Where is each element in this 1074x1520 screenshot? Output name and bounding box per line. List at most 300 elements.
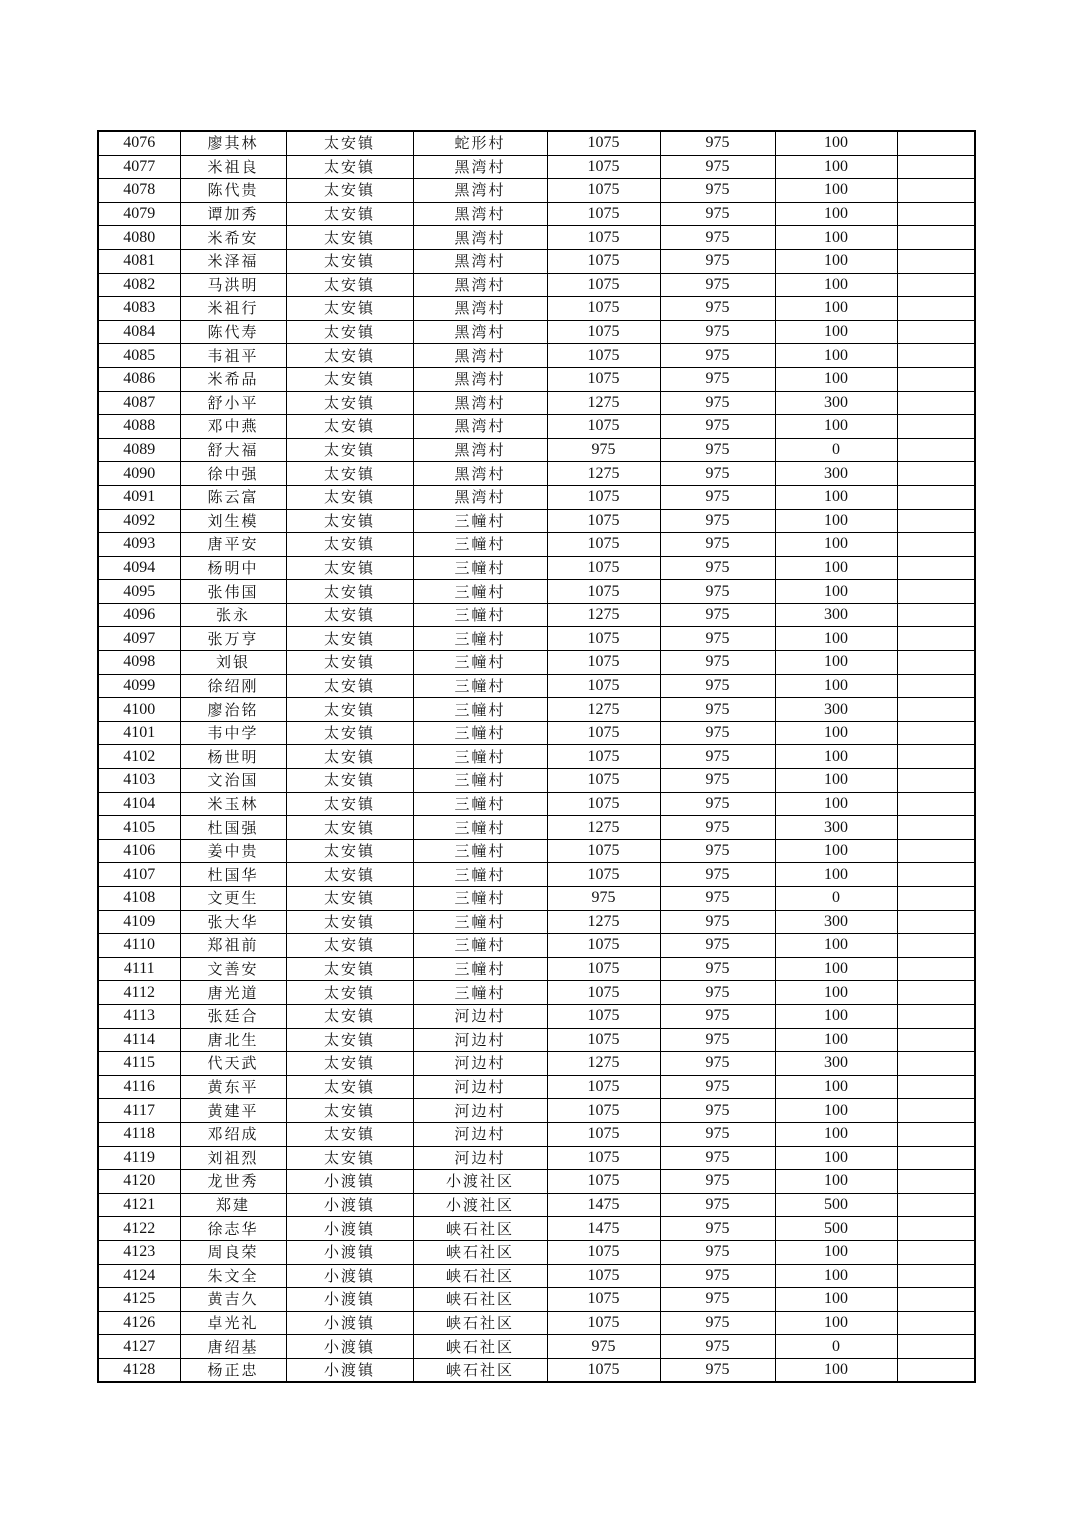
diff-cell: 300	[775, 391, 897, 415]
id-cell: 4082	[98, 273, 180, 297]
amount-cell: 1075	[547, 273, 660, 297]
data-table	[97, 130, 976, 1383]
village-cell: 三幢村	[413, 627, 547, 651]
town-cell: 太安镇	[286, 320, 413, 344]
town-cell: 太安镇	[286, 155, 413, 179]
base-cell: 975	[660, 816, 775, 840]
name-cell: 杨世明	[180, 745, 286, 769]
village-cell: 河边村	[413, 1004, 547, 1028]
village-cell: 三幢村	[413, 934, 547, 958]
diff-cell: 100	[775, 1264, 897, 1288]
table-row	[98, 981, 975, 1005]
base-cell: 975	[660, 981, 775, 1005]
remark-cell	[897, 1288, 975, 1312]
name-cell: 张廷合	[180, 1004, 286, 1028]
remark-cell	[897, 674, 975, 698]
table-row	[98, 603, 975, 627]
base-cell: 975	[660, 792, 775, 816]
remark-cell	[897, 462, 975, 486]
id-cell: 4081	[98, 249, 180, 273]
village-cell: 三幢村	[413, 816, 547, 840]
amount-cell: 1075	[547, 226, 660, 250]
amount-cell: 1075	[547, 533, 660, 557]
amount-cell: 975	[547, 887, 660, 911]
diff-cell: 100	[775, 415, 897, 439]
diff-cell: 300	[775, 1052, 897, 1076]
base-cell: 975	[660, 1217, 775, 1241]
village-cell: 峡石社区	[413, 1264, 547, 1288]
id-cell: 4118	[98, 1122, 180, 1146]
amount-cell: 1075	[547, 1146, 660, 1170]
table-row	[98, 438, 975, 462]
diff-cell: 100	[775, 934, 897, 958]
table-row	[98, 769, 975, 793]
town-cell: 太安镇	[286, 179, 413, 203]
remark-cell	[897, 839, 975, 863]
remark-cell	[897, 1052, 975, 1076]
id-cell: 4084	[98, 320, 180, 344]
village-cell: 黑湾村	[413, 438, 547, 462]
remark-cell	[897, 698, 975, 722]
diff-cell: 100	[775, 155, 897, 179]
village-cell: 峡石社区	[413, 1217, 547, 1241]
diff-cell: 100	[775, 1075, 897, 1099]
amount-cell: 1275	[547, 910, 660, 934]
name-cell: 米祖良	[180, 155, 286, 179]
amount-cell: 1275	[547, 1052, 660, 1076]
remark-cell	[897, 1075, 975, 1099]
table-row	[98, 556, 975, 580]
remark-cell	[897, 344, 975, 368]
amount-cell: 1075	[547, 1311, 660, 1335]
base-cell: 975	[660, 297, 775, 321]
village-cell: 小渡社区	[413, 1170, 547, 1194]
amount-cell: 1075	[547, 202, 660, 226]
diff-cell: 300	[775, 816, 897, 840]
amount-cell: 1075	[547, 863, 660, 887]
base-cell: 975	[660, 273, 775, 297]
village-cell: 三幢村	[413, 556, 547, 580]
town-cell: 太安镇	[286, 131, 413, 155]
village-cell: 三幢村	[413, 887, 547, 911]
diff-cell: 100	[775, 981, 897, 1005]
table-row	[98, 1146, 975, 1170]
diff-cell: 500	[775, 1217, 897, 1241]
remark-cell	[897, 556, 975, 580]
remark-cell	[897, 769, 975, 793]
id-cell: 4120	[98, 1170, 180, 1194]
town-cell: 太安镇	[286, 249, 413, 273]
town-cell: 小渡镇	[286, 1358, 413, 1382]
id-cell: 4106	[98, 839, 180, 863]
remark-cell	[897, 721, 975, 745]
diff-cell: 100	[775, 533, 897, 557]
id-cell: 4088	[98, 415, 180, 439]
village-cell: 峡石社区	[413, 1288, 547, 1312]
diff-cell: 100	[775, 556, 897, 580]
diff-cell: 100	[775, 1311, 897, 1335]
amount-cell: 1075	[547, 155, 660, 179]
remark-cell	[897, 509, 975, 533]
table-row	[98, 297, 975, 321]
remark-cell	[897, 1170, 975, 1194]
diff-cell: 100	[775, 485, 897, 509]
amount-cell: 1275	[547, 698, 660, 722]
village-cell: 河边村	[413, 1075, 547, 1099]
name-cell: 黄吉久	[180, 1288, 286, 1312]
table-row	[98, 816, 975, 840]
village-cell: 黑湾村	[413, 485, 547, 509]
table-row	[98, 1240, 975, 1264]
table-row	[98, 462, 975, 486]
base-cell: 975	[660, 438, 775, 462]
amount-cell: 1075	[547, 1075, 660, 1099]
table-row	[98, 226, 975, 250]
base-cell: 975	[660, 131, 775, 155]
town-cell: 小渡镇	[286, 1193, 413, 1217]
name-cell: 刘银	[180, 651, 286, 675]
id-cell: 4114	[98, 1028, 180, 1052]
base-cell: 975	[660, 627, 775, 651]
table-row	[98, 627, 975, 651]
table-row	[98, 1170, 975, 1194]
base-cell: 975	[660, 367, 775, 391]
table-row	[98, 1099, 975, 1123]
town-cell: 太安镇	[286, 1052, 413, 1076]
amount-cell: 1275	[547, 603, 660, 627]
town-cell: 太安镇	[286, 1028, 413, 1052]
name-cell: 唐平安	[180, 533, 286, 557]
amount-cell: 1075	[547, 1170, 660, 1194]
town-cell: 太安镇	[286, 533, 413, 557]
id-cell: 4098	[98, 651, 180, 675]
table-row	[98, 533, 975, 557]
id-cell: 4091	[98, 485, 180, 509]
remark-cell	[897, 485, 975, 509]
name-cell: 邓绍成	[180, 1122, 286, 1146]
name-cell: 徐志华	[180, 1217, 286, 1241]
amount-cell: 1075	[547, 556, 660, 580]
amount-cell: 1075	[547, 1288, 660, 1312]
name-cell: 韦祖平	[180, 344, 286, 368]
remark-cell	[897, 320, 975, 344]
remark-cell	[897, 155, 975, 179]
name-cell: 文治国	[180, 769, 286, 793]
amount-cell: 1075	[547, 1240, 660, 1264]
name-cell: 黄东平	[180, 1075, 286, 1099]
amount-cell: 1475	[547, 1217, 660, 1241]
table-row	[98, 1004, 975, 1028]
id-cell: 4095	[98, 580, 180, 604]
village-cell: 河边村	[413, 1099, 547, 1123]
town-cell: 太安镇	[286, 391, 413, 415]
diff-cell: 100	[775, 1358, 897, 1382]
town-cell: 太安镇	[286, 1146, 413, 1170]
id-cell: 4125	[98, 1288, 180, 1312]
base-cell: 975	[660, 179, 775, 203]
remark-cell	[897, 1217, 975, 1241]
amount-cell: 1075	[547, 769, 660, 793]
base-cell: 975	[660, 391, 775, 415]
diff-cell: 100	[775, 179, 897, 203]
remark-cell	[897, 792, 975, 816]
village-cell: 峡石社区	[413, 1311, 547, 1335]
id-cell: 4113	[98, 1004, 180, 1028]
village-cell: 峡石社区	[413, 1240, 547, 1264]
name-cell: 刘生模	[180, 509, 286, 533]
base-cell: 975	[660, 769, 775, 793]
table-row	[98, 580, 975, 604]
remark-cell	[897, 297, 975, 321]
amount-cell: 1075	[547, 1264, 660, 1288]
table-row	[98, 1028, 975, 1052]
base-cell: 975	[660, 202, 775, 226]
town-cell: 太安镇	[286, 509, 413, 533]
base-cell: 975	[660, 1146, 775, 1170]
town-cell: 太安镇	[286, 1004, 413, 1028]
remark-cell	[897, 887, 975, 911]
town-cell: 太安镇	[286, 580, 413, 604]
name-cell: 唐光道	[180, 981, 286, 1005]
amount-cell: 1075	[547, 1004, 660, 1028]
amount-cell: 1075	[547, 721, 660, 745]
remark-cell	[897, 367, 975, 391]
table-row	[98, 910, 975, 934]
table-row	[98, 887, 975, 911]
remark-cell	[897, 179, 975, 203]
diff-cell: 100	[775, 839, 897, 863]
id-cell: 4103	[98, 769, 180, 793]
name-cell: 韦中学	[180, 721, 286, 745]
diff-cell: 100	[775, 580, 897, 604]
village-cell: 黑湾村	[413, 202, 547, 226]
base-cell: 975	[660, 863, 775, 887]
base-cell: 975	[660, 957, 775, 981]
id-cell: 4076	[98, 131, 180, 155]
village-cell: 峡石社区	[413, 1358, 547, 1382]
base-cell: 975	[660, 1193, 775, 1217]
base-cell: 975	[660, 1075, 775, 1099]
name-cell: 陈代寿	[180, 320, 286, 344]
base-cell: 975	[660, 887, 775, 911]
name-cell: 陈云富	[180, 485, 286, 509]
diff-cell: 100	[775, 320, 897, 344]
diff-cell: 100	[775, 131, 897, 155]
id-cell: 4128	[98, 1358, 180, 1382]
village-cell: 三幢村	[413, 651, 547, 675]
base-cell: 975	[660, 580, 775, 604]
town-cell: 太安镇	[286, 1122, 413, 1146]
id-cell: 4101	[98, 721, 180, 745]
name-cell: 米祖行	[180, 297, 286, 321]
amount-cell: 1075	[547, 580, 660, 604]
village-cell: 三幢村	[413, 721, 547, 745]
town-cell: 太安镇	[286, 792, 413, 816]
diff-cell: 100	[775, 863, 897, 887]
remark-cell	[897, 1193, 975, 1217]
village-cell: 黑湾村	[413, 344, 547, 368]
amount-cell: 1075	[547, 1028, 660, 1052]
id-cell: 4097	[98, 627, 180, 651]
remark-cell	[897, 415, 975, 439]
diff-cell: 300	[775, 698, 897, 722]
remark-cell	[897, 957, 975, 981]
name-cell: 朱文全	[180, 1264, 286, 1288]
remark-cell	[897, 1004, 975, 1028]
name-cell: 陈代贵	[180, 179, 286, 203]
town-cell: 太安镇	[286, 981, 413, 1005]
name-cell: 米泽福	[180, 249, 286, 273]
diff-cell: 100	[775, 1028, 897, 1052]
id-cell: 4105	[98, 816, 180, 840]
town-cell: 太安镇	[286, 674, 413, 698]
table-row	[98, 202, 975, 226]
id-cell: 4099	[98, 674, 180, 698]
table-row	[98, 839, 975, 863]
village-cell: 三幢村	[413, 745, 547, 769]
village-cell: 河边村	[413, 1122, 547, 1146]
base-cell: 975	[660, 1240, 775, 1264]
id-cell: 4092	[98, 509, 180, 533]
town-cell: 太安镇	[286, 1099, 413, 1123]
remark-cell	[897, 934, 975, 958]
diff-cell: 100	[775, 1122, 897, 1146]
base-cell: 975	[660, 698, 775, 722]
town-cell: 太安镇	[286, 1075, 413, 1099]
table-row	[98, 1217, 975, 1241]
name-cell: 杨正忠	[180, 1358, 286, 1382]
base-cell: 975	[660, 556, 775, 580]
diff-cell: 100	[775, 957, 897, 981]
remark-cell	[897, 1358, 975, 1382]
table-row	[98, 509, 975, 533]
diff-cell: 100	[775, 651, 897, 675]
town-cell: 太安镇	[286, 769, 413, 793]
id-cell: 4108	[98, 887, 180, 911]
name-cell: 杜国强	[180, 816, 286, 840]
name-cell: 周良荣	[180, 1240, 286, 1264]
remark-cell	[897, 603, 975, 627]
town-cell: 太安镇	[286, 745, 413, 769]
base-cell: 975	[660, 1335, 775, 1359]
base-cell: 975	[660, 249, 775, 273]
diff-cell: 100	[775, 344, 897, 368]
diff-cell: 100	[775, 792, 897, 816]
base-cell: 975	[660, 745, 775, 769]
id-cell: 4077	[98, 155, 180, 179]
amount-cell: 1075	[547, 249, 660, 273]
town-cell: 小渡镇	[286, 1311, 413, 1335]
table-row	[98, 745, 975, 769]
id-cell: 4078	[98, 179, 180, 203]
base-cell: 975	[660, 533, 775, 557]
name-cell: 唐绍基	[180, 1335, 286, 1359]
diff-cell: 100	[775, 627, 897, 651]
id-cell: 4117	[98, 1099, 180, 1123]
amount-cell: 1075	[547, 651, 660, 675]
remark-cell	[897, 131, 975, 155]
village-cell: 黑湾村	[413, 273, 547, 297]
base-cell: 975	[660, 721, 775, 745]
id-cell: 4124	[98, 1264, 180, 1288]
amount-cell: 975	[547, 438, 660, 462]
village-cell: 河边村	[413, 1028, 547, 1052]
table-row	[98, 273, 975, 297]
town-cell: 太安镇	[286, 957, 413, 981]
remark-cell	[897, 1264, 975, 1288]
diff-cell: 100	[775, 509, 897, 533]
table-row	[98, 721, 975, 745]
name-cell: 张永	[180, 603, 286, 627]
town-cell: 太安镇	[286, 651, 413, 675]
base-cell: 975	[660, 1122, 775, 1146]
table-row	[98, 179, 975, 203]
name-cell: 杜国华	[180, 863, 286, 887]
diff-cell: 100	[775, 1004, 897, 1028]
base-cell: 975	[660, 934, 775, 958]
diff-cell: 100	[775, 1146, 897, 1170]
base-cell: 975	[660, 155, 775, 179]
village-cell: 三幢村	[413, 910, 547, 934]
name-cell: 舒大福	[180, 438, 286, 462]
name-cell: 徐中强	[180, 462, 286, 486]
name-cell: 刘祖烈	[180, 1146, 286, 1170]
base-cell: 975	[660, 344, 775, 368]
base-cell: 975	[660, 462, 775, 486]
diff-cell: 0	[775, 438, 897, 462]
village-cell: 黑湾村	[413, 415, 547, 439]
name-cell: 黄建平	[180, 1099, 286, 1123]
village-cell: 三幢村	[413, 509, 547, 533]
amount-cell: 1075	[547, 934, 660, 958]
remark-cell	[897, 981, 975, 1005]
diff-cell: 100	[775, 249, 897, 273]
town-cell: 太安镇	[286, 226, 413, 250]
table-row	[98, 863, 975, 887]
village-cell: 三幢村	[413, 769, 547, 793]
name-cell: 廖治铭	[180, 698, 286, 722]
amount-cell: 1075	[547, 627, 660, 651]
amount-cell: 1075	[547, 415, 660, 439]
base-cell: 975	[660, 1099, 775, 1123]
town-cell: 太安镇	[286, 863, 413, 887]
table-row	[98, 1335, 975, 1359]
remark-cell	[897, 1122, 975, 1146]
amount-cell: 975	[547, 1335, 660, 1359]
remark-cell	[897, 627, 975, 651]
remark-cell	[897, 438, 975, 462]
diff-cell: 0	[775, 887, 897, 911]
name-cell: 姜中贵	[180, 839, 286, 863]
base-cell: 975	[660, 1358, 775, 1382]
table-row	[98, 344, 975, 368]
table-row	[98, 131, 975, 155]
table-row	[98, 1052, 975, 1076]
town-cell: 太安镇	[286, 698, 413, 722]
village-cell: 三幢村	[413, 863, 547, 887]
remark-cell	[897, 863, 975, 887]
village-cell: 河边村	[413, 1146, 547, 1170]
village-cell: 三幢村	[413, 957, 547, 981]
table-row	[98, 674, 975, 698]
id-cell: 4119	[98, 1146, 180, 1170]
name-cell: 代天武	[180, 1052, 286, 1076]
town-cell: 太安镇	[286, 438, 413, 462]
amount-cell: 1075	[547, 1358, 660, 1382]
base-cell: 975	[660, 1004, 775, 1028]
name-cell: 米玉林	[180, 792, 286, 816]
diff-cell: 100	[775, 1170, 897, 1194]
